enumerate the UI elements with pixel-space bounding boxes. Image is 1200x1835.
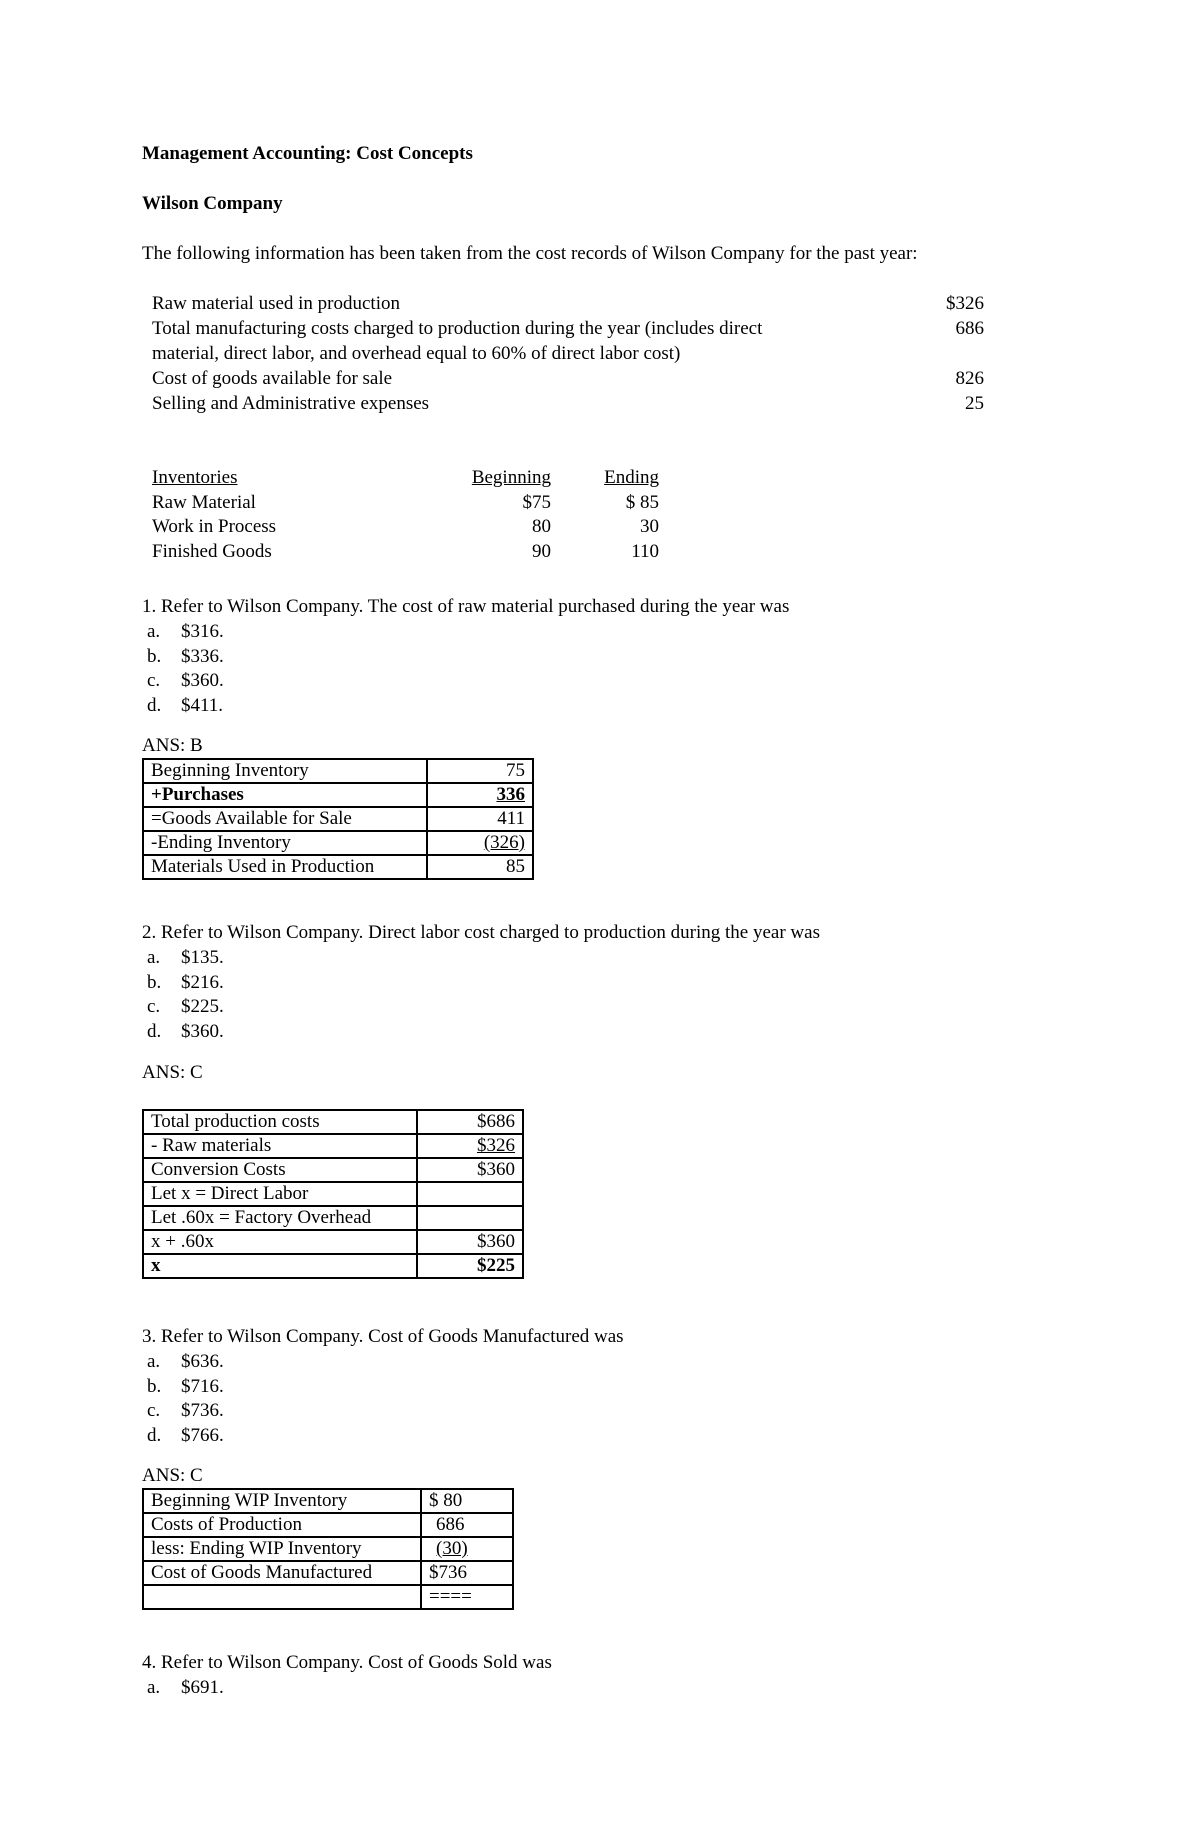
- table-row: [143, 1537, 513, 1561]
- info-label: Selling and Administrative expenses: [152, 393, 430, 414]
- inventory-ending: 30: [640, 516, 659, 537]
- option-letter: d.: [147, 1424, 162, 1446]
- option-text: $636.: [181, 1351, 224, 1372]
- info-value: 25: [965, 393, 984, 414]
- option-letter: b.: [147, 645, 162, 667]
- row-value: $225: [417, 1254, 523, 1278]
- doc-title: Management Accounting: Cost Concepts: [142, 143, 473, 164]
- option-text: $766.: [181, 1424, 224, 1446]
- table-row: [143, 759, 533, 783]
- inventory-label: Raw Material: [152, 491, 256, 513]
- row-label: x + .60x: [143, 1230, 417, 1254]
- option-letter: d.: [147, 694, 162, 716]
- row-value: $360: [417, 1230, 523, 1254]
- answer-option: [142, 621, 789, 646]
- answer-option: [142, 1021, 820, 1046]
- answer-option: [142, 1677, 552, 1702]
- table-row: [143, 1134, 523, 1158]
- row-label: less: Ending WIP Inventory: [143, 1537, 421, 1561]
- row-value: $326: [417, 1134, 523, 1158]
- info-value: $326: [946, 293, 984, 314]
- table-row: [143, 855, 533, 879]
- beginning-heading: Beginning: [471, 467, 551, 488]
- question-2: [142, 922, 820, 1045]
- option-text: $336.: [181, 645, 224, 667]
- inventory-label: Work in Process: [152, 516, 277, 537]
- table-row: [143, 1230, 523, 1254]
- answer-key: ANS: B: [142, 735, 203, 756]
- answer-option: [142, 947, 820, 972]
- inventory-beginning: $75: [522, 491, 551, 513]
- inventory-row: [152, 516, 659, 541]
- row-value: $360: [417, 1158, 523, 1182]
- row-value: 411: [427, 807, 533, 831]
- table-row: [143, 1254, 523, 1278]
- question-1: [142, 596, 789, 719]
- option-letter: b.: [147, 971, 162, 993]
- row-value: [417, 1182, 523, 1206]
- option-letter: c.: [147, 1400, 161, 1421]
- table-row: [143, 1489, 513, 1513]
- info-value: 826: [955, 368, 984, 389]
- option-letter: c.: [147, 670, 161, 691]
- answer-option: [142, 1400, 624, 1425]
- table-row: [143, 1158, 523, 1182]
- row-value: 75: [427, 759, 533, 783]
- row-label: x: [143, 1254, 417, 1278]
- question-3: [142, 1326, 624, 1449]
- table-row: [143, 807, 533, 831]
- row-value: $686: [417, 1110, 523, 1134]
- option-text: $216.: [181, 971, 224, 993]
- row-label: Let .60x = Factory Overhead: [143, 1206, 417, 1230]
- row-label: =Goods Available for Sale: [143, 807, 427, 831]
- row-value: 85: [427, 855, 533, 879]
- table-row: [143, 1513, 513, 1537]
- option-letter: c.: [147, 996, 161, 1017]
- row-value: [417, 1206, 523, 1230]
- row-value: $ 80: [421, 1489, 513, 1513]
- row-label: [143, 1585, 421, 1609]
- company-name: Wilson Company: [142, 193, 283, 214]
- intro-text: The following information has been taken from the cost records of Wilson Company for the past year:: [142, 243, 918, 264]
- answer-option: [142, 1351, 624, 1376]
- info-label: Total manufacturing costs charged to production during the year (includes direct: [152, 318, 763, 339]
- inventory-label: Finished Goods: [152, 540, 272, 562]
- table-row: [143, 783, 533, 807]
- info-value: 686: [955, 318, 984, 339]
- option-letter: d.: [147, 1020, 162, 1042]
- row-label: - Raw materials: [143, 1134, 417, 1158]
- table-row: [143, 1561, 513, 1585]
- table-row: [143, 831, 533, 855]
- inventory-beginning: 90: [532, 540, 551, 562]
- row-label: Total production costs: [143, 1110, 417, 1134]
- question-stem: 4. Refer to Wilson Company. Cost of Goods Sold was: [142, 1652, 552, 1673]
- q3-solution-table: [142, 1488, 514, 1610]
- row-value: ====: [421, 1585, 513, 1609]
- row-label: -Ending Inventory: [143, 831, 427, 855]
- option-text: $691.: [181, 1677, 224, 1698]
- inventories-heading: Inventories: [152, 467, 238, 488]
- answer-option: [142, 695, 789, 720]
- ending-heading: Ending: [604, 467, 659, 488]
- answer-option: [142, 972, 820, 997]
- option-text: $135.: [181, 947, 224, 968]
- answer-option: [142, 996, 820, 1021]
- row-label: +Purchases: [143, 783, 427, 807]
- info-label: Cost of goods available for sale: [152, 368, 393, 389]
- option-letter: a.: [147, 1677, 161, 1698]
- inventory-row: [152, 540, 659, 566]
- row-value: $736: [421, 1561, 513, 1585]
- option-text: $411.: [181, 694, 224, 716]
- option-text: $360.: [181, 670, 224, 691]
- option-letter: a.: [147, 621, 161, 642]
- question-stem: 1. Refer to Wilson Company. The cost of raw material purchased during the year was: [142, 596, 790, 617]
- row-label: Beginning WIP Inventory: [143, 1489, 421, 1513]
- table-row: [143, 1206, 523, 1230]
- option-text: $360.: [181, 1020, 224, 1042]
- row-label: Cost of Goods Manufactured: [143, 1561, 421, 1585]
- option-text: $716.: [181, 1375, 224, 1397]
- row-value: 336: [427, 783, 533, 807]
- row-label: Conversion Costs: [143, 1158, 417, 1182]
- answer-option: [142, 1425, 624, 1450]
- row-label: Materials Used in Production: [143, 855, 427, 879]
- row-label: Beginning Inventory: [143, 759, 427, 783]
- q2-solution-table: [142, 1109, 524, 1279]
- question-stem: 3. Refer to Wilson Company. Cost of Goods Manufactured was: [142, 1326, 624, 1347]
- option-letter: a.: [147, 947, 161, 968]
- answer-option: [142, 1376, 624, 1401]
- option-text: $225.: [181, 996, 224, 1017]
- option-letter: a.: [147, 1351, 161, 1372]
- option-text: $316.: [181, 621, 224, 642]
- table-row: [143, 1110, 523, 1134]
- option-letter: b.: [147, 1375, 162, 1397]
- inventory-ending: $ 85: [625, 491, 659, 513]
- table-row: [143, 1585, 513, 1609]
- inventory-beginning: 80: [532, 516, 551, 537]
- row-value: (30): [421, 1537, 513, 1561]
- answer-key: ANS: C: [142, 1062, 203, 1083]
- info-label: Raw material used in production: [152, 293, 400, 314]
- q1-solution-table: [142, 758, 534, 880]
- row-label: Let x = Direct Labor: [143, 1182, 417, 1206]
- question-4: [142, 1652, 552, 1702]
- row-value: 686: [421, 1513, 513, 1537]
- row-label: Costs of Production: [143, 1513, 421, 1537]
- inventories-header: [152, 467, 659, 492]
- answer-key: ANS: C: [142, 1465, 203, 1486]
- answer-option: [142, 646, 789, 671]
- question-stem: 2. Refer to Wilson Company. Direct labor cost charged to production during the year was: [142, 922, 820, 943]
- row-value: (326): [427, 831, 533, 855]
- inventory-row: [152, 491, 659, 517]
- option-text: $736.: [181, 1400, 224, 1421]
- answer-option: [142, 670, 789, 695]
- inventories-table: [152, 467, 659, 565]
- inventory-ending: 110: [631, 540, 659, 562]
- table-row: [143, 1182, 523, 1206]
- info-label: material, direct labor, and overhead equal to 60% of direct labor cost): [152, 343, 681, 364]
